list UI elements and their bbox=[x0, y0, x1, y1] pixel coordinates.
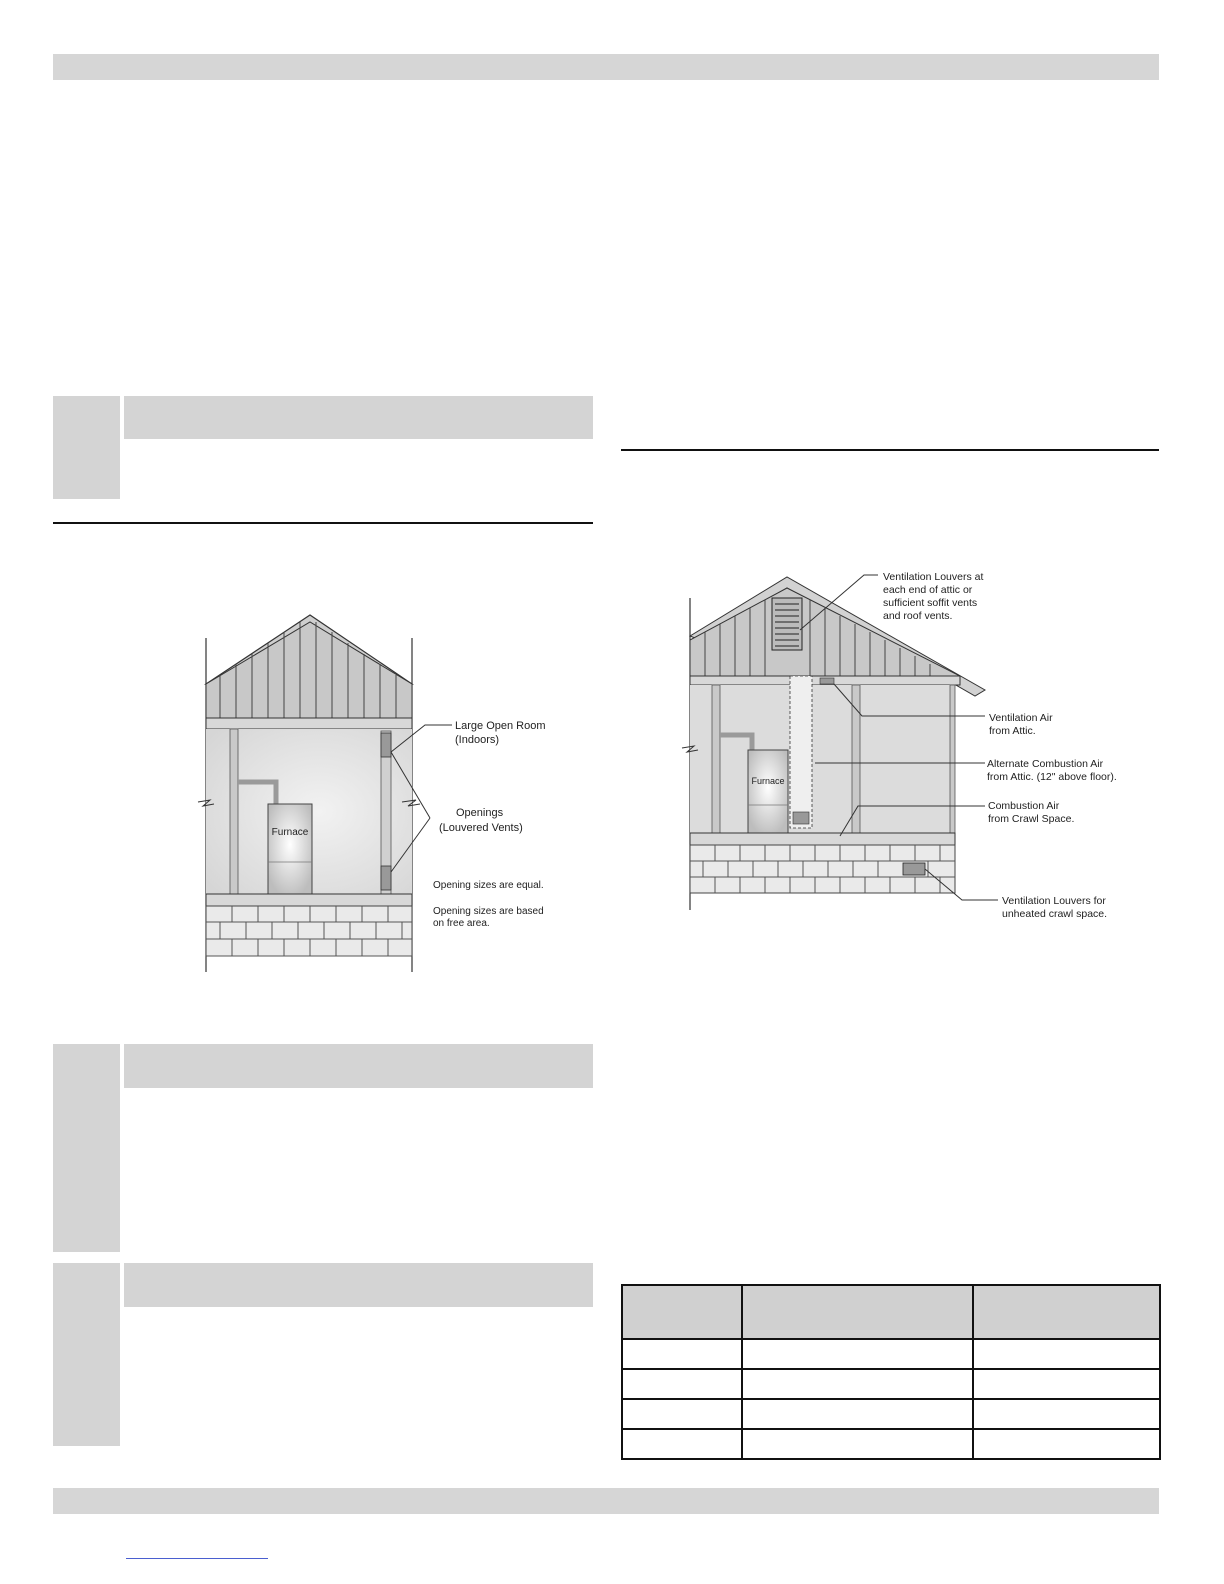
table-cell bbox=[742, 1339, 973, 1369]
callout-header-1 bbox=[124, 396, 593, 439]
label-alt-combustion-2: from Attic. (12" above floor). bbox=[987, 771, 1117, 783]
table-cell bbox=[742, 1429, 973, 1459]
label-combustion-crawl-2: from Crawl Space. bbox=[988, 813, 1075, 825]
furnace-label-left: Furnace bbox=[271, 827, 309, 838]
header-bar bbox=[53, 54, 1159, 80]
table-header-cell bbox=[973, 1285, 1160, 1339]
label-indoors: (Indoors) bbox=[455, 734, 500, 746]
callout-side-block-1 bbox=[53, 396, 120, 499]
section-divider-left bbox=[53, 522, 593, 524]
note-free-area-1: Opening sizes are based bbox=[433, 906, 544, 917]
footer-bar bbox=[53, 1488, 1159, 1514]
table-header-cell bbox=[742, 1285, 973, 1339]
table-cell bbox=[973, 1399, 1160, 1429]
callout-header-2 bbox=[124, 1044, 593, 1088]
table-header-row bbox=[622, 1285, 1160, 1339]
label-openings: Openings bbox=[456, 807, 504, 819]
label-louvers-attic-2: each end of attic or bbox=[883, 584, 973, 596]
label-louvers-attic-1: Ventilation Louvers at bbox=[883, 571, 984, 583]
label-louvers-crawl-1: Ventilation Louvers for bbox=[1002, 895, 1106, 907]
callout-side-block-3 bbox=[53, 1263, 120, 1446]
data-table bbox=[621, 1284, 1161, 1460]
table-row bbox=[622, 1369, 1160, 1399]
table-row bbox=[622, 1339, 1160, 1369]
furnace-label-right: Furnace bbox=[751, 776, 785, 786]
footer-link[interactable] bbox=[126, 1558, 268, 1559]
label-combustion-crawl-1: Combustion Air bbox=[988, 800, 1060, 812]
table-header-cell bbox=[622, 1285, 742, 1339]
note-free-area-2: on free area. bbox=[433, 918, 490, 929]
table-cell bbox=[622, 1339, 742, 1369]
table-cell bbox=[973, 1339, 1160, 1369]
table-cell bbox=[622, 1369, 742, 1399]
section-divider-right bbox=[621, 449, 1159, 451]
table-cell bbox=[742, 1399, 973, 1429]
table-cell bbox=[742, 1369, 973, 1399]
table-cell bbox=[973, 1429, 1160, 1459]
label-louvered-vents: (Louvered Vents) bbox=[439, 822, 523, 834]
note-equal-sizes: Opening sizes are equal. bbox=[433, 880, 544, 891]
label-large-open-room: Large Open Room bbox=[455, 720, 546, 732]
table-cell bbox=[973, 1369, 1160, 1399]
table-cell bbox=[622, 1429, 742, 1459]
figure-attic-crawlspace bbox=[675, 565, 1145, 930]
label-ventilation-air-1: Ventilation Air bbox=[989, 712, 1053, 724]
table-cell bbox=[622, 1399, 742, 1429]
label-louvers-attic-4: and roof vents. bbox=[883, 610, 953, 622]
label-ventilation-air-2: from Attic. bbox=[989, 725, 1036, 737]
label-louvers-attic-3: sufficient soffit vents bbox=[883, 597, 978, 609]
figure-large-open-room bbox=[190, 605, 570, 985]
callout-header-3 bbox=[124, 1263, 593, 1307]
table-row bbox=[622, 1429, 1160, 1459]
label-alt-combustion-1: Alternate Combustion Air bbox=[987, 758, 1104, 770]
label-louvers-crawl-2: unheated crawl space. bbox=[1002, 908, 1108, 920]
table-row bbox=[622, 1399, 1160, 1429]
callout-side-block-2 bbox=[53, 1044, 120, 1252]
